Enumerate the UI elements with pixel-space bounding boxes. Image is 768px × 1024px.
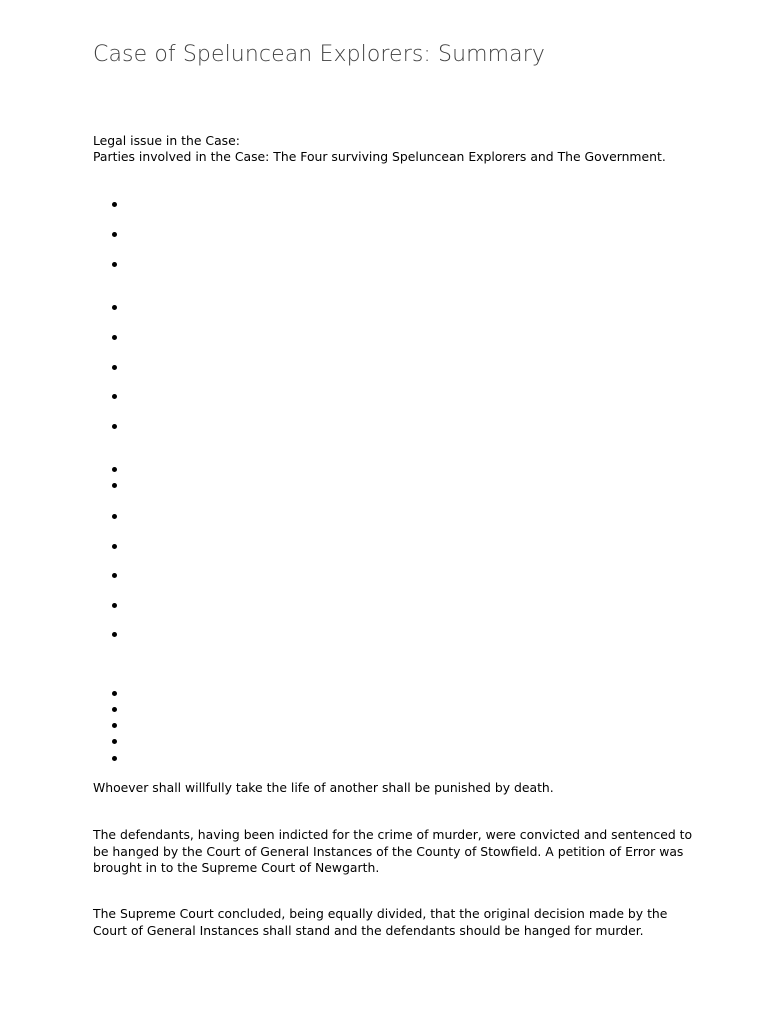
parties-line: Parties involved in the Case: The Four surviving Speluncean Explorers and The Government. — [93, 149, 666, 164]
statute-text: Whoever shall willfully take the life of another shall be punished by death. — [93, 780, 554, 795]
bullet-point — [112, 202, 117, 207]
bullet-point — [112, 232, 117, 237]
bullet-point — [112, 603, 117, 608]
procedural-history-paragraph: The defendants, having been indicted for the crime of murder, were convicted and sentenced to be hanged by the Court of General Instances of the County of Stowfield. A petition of Error was brought in to the Supreme Court of Newgarth. — [93, 827, 693, 876]
bullet-point — [112, 739, 117, 744]
bullet-point — [112, 394, 117, 399]
bullet-point — [112, 305, 117, 310]
bullet-point — [112, 424, 117, 429]
bullet-point — [112, 467, 117, 472]
bullet-point — [112, 483, 117, 488]
bullet-point — [112, 262, 117, 267]
document-title: Case of Speluncean Explorers: Summary — [93, 42, 546, 67]
bullet-point — [112, 573, 117, 578]
bullet-point — [112, 335, 117, 340]
bullet-point — [112, 756, 117, 761]
bullet-point — [112, 691, 117, 696]
legal-issue-label: Legal issue in the Case: — [93, 133, 240, 148]
bullet-point — [112, 723, 117, 728]
bullet-point — [112, 632, 117, 637]
bullet-point — [112, 514, 117, 519]
bullet-point — [112, 544, 117, 549]
bullet-point — [112, 707, 117, 712]
holding-paragraph: The Supreme Court concluded, being equally divided, that the original decision made by the Court of General Instances shall stand and the defendants should be hanged for murder. — [93, 906, 668, 938]
bullet-point — [112, 365, 117, 370]
